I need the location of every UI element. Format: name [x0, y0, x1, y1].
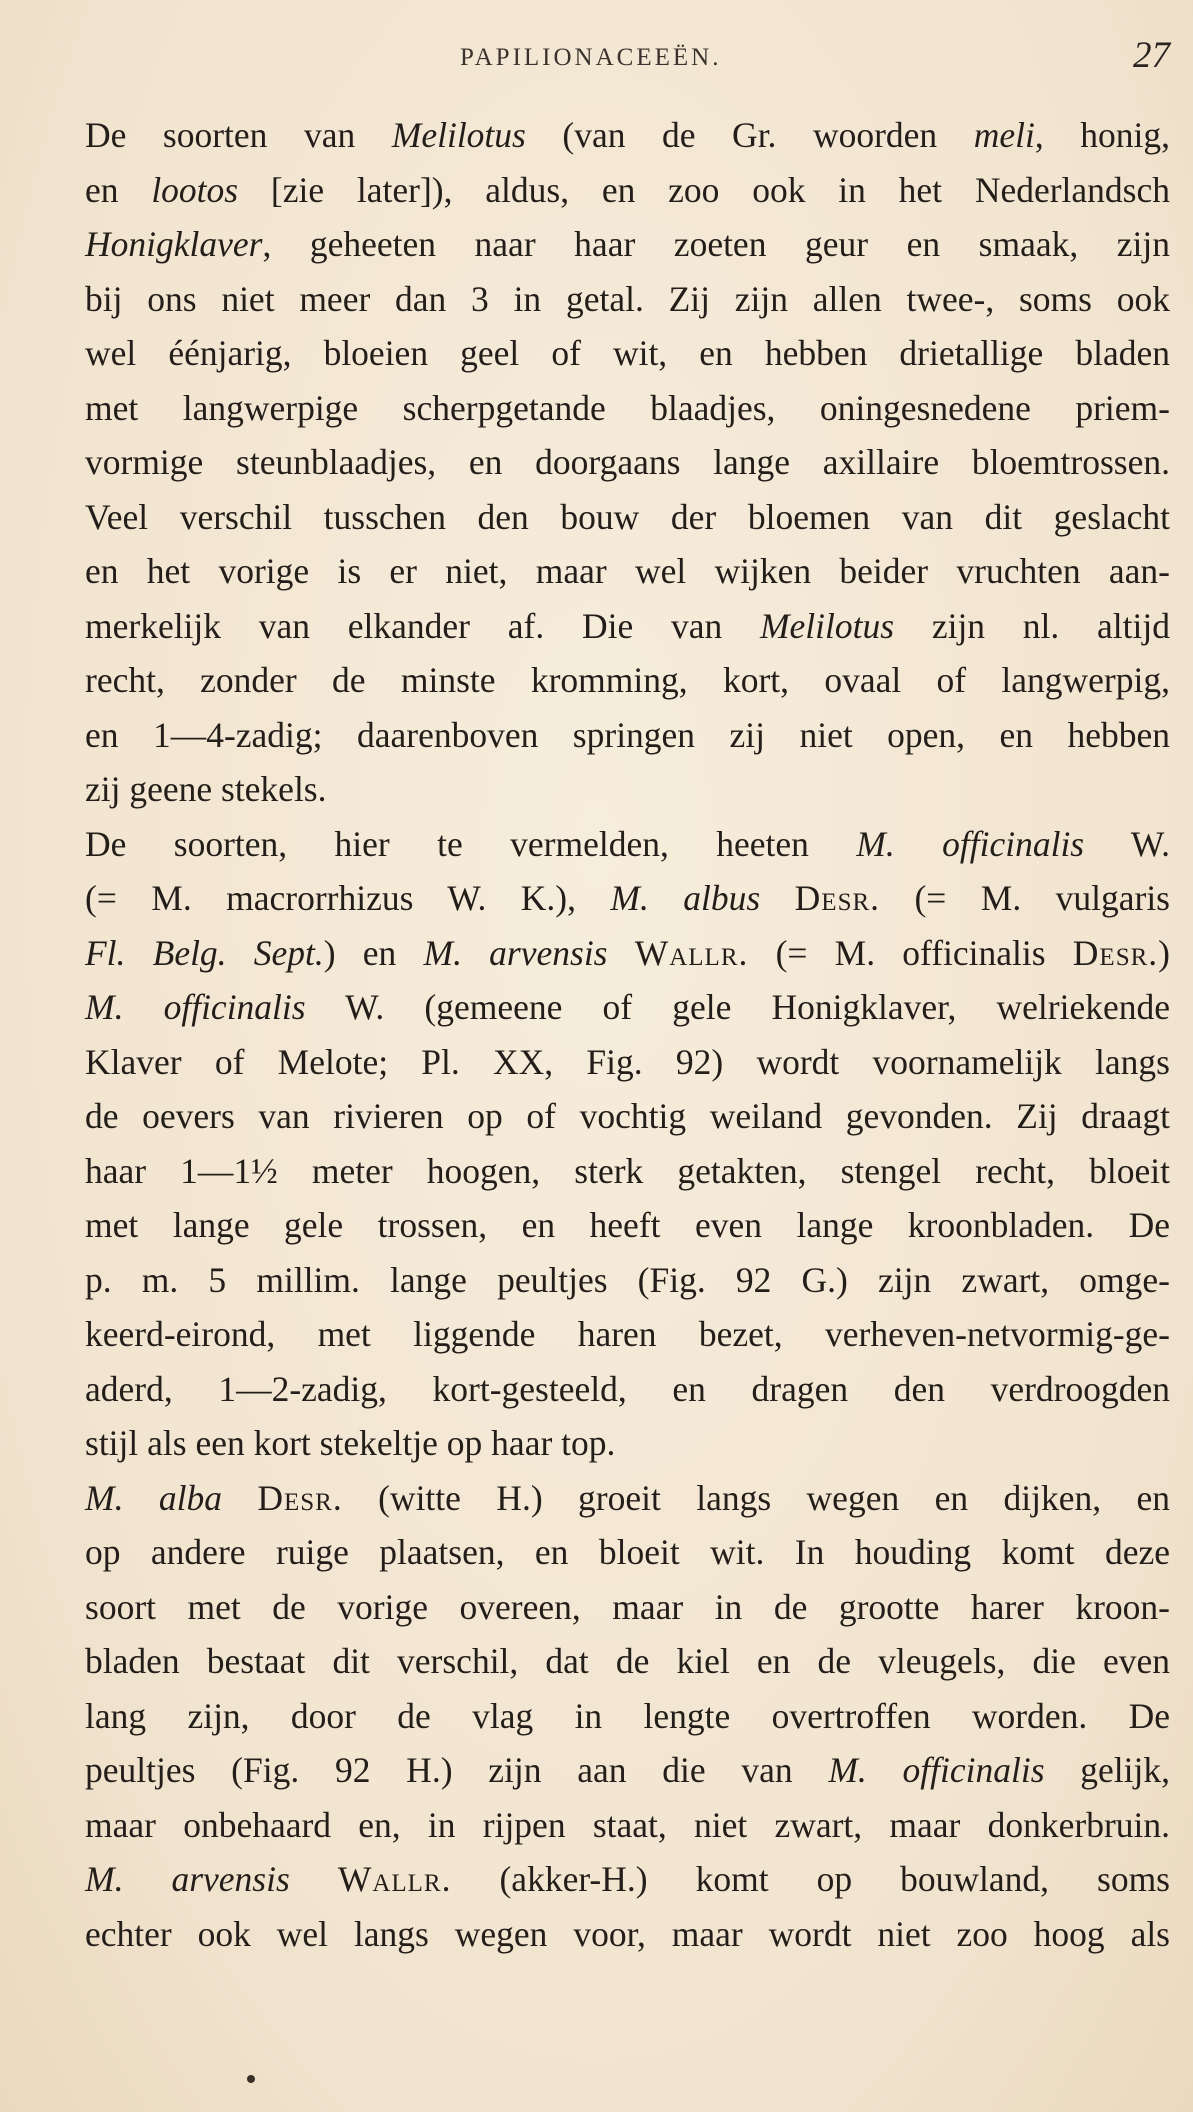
italic-term: Fl. Belg. Sept.: [85, 932, 324, 973]
print-mark: [247, 2075, 255, 2083]
text-line: en het vorige is er niet, maar wel wijken beider vruchten aan-: [85, 551, 1170, 591]
text-line: De soorten, hier te vermelden, heeten M. officinalis W.: [85, 823, 1170, 864]
text-line: Klaver of Melote; Pl. XX, Fig. 92) wordt voornamelijk langs: [85, 1041, 1170, 1082]
text-line: (= M. macrorrhizus W. K.), M. albus Desr. (= M. vulgaris: [85, 878, 1171, 918]
text-line: haar 1—1½ meter hoogen, sterk getakten, stengel recht, bloeit: [85, 1150, 1170, 1191]
italic-term: Honigklaver: [85, 224, 263, 264]
text-line: op andere ruige plaatsen, en bloeit wit. In houding komt deze: [85, 1532, 1170, 1572]
text-line: wel éénjarig, bloeien geel of wit, en hebben drietallige bladen: [85, 333, 1170, 373]
italic-term: M. arvensis: [423, 932, 608, 973]
text-line: maar onbehaard en, in rijpen staat, niet zwart, maar donkerbruin.: [85, 1804, 1170, 1845]
text-line: M. officinalis W. (gemeene of gele Honigklaver, welriekende: [85, 987, 1170, 1027]
page-number: 27: [1133, 35, 1170, 76]
text-line: met langwerpige scherpgetande blaadjes, oningesnedene priem-: [85, 387, 1170, 428]
italic-term: Melilotus: [391, 115, 526, 155]
author-abbrev: Desr.: [1072, 932, 1159, 973]
italic-term: lootos: [151, 169, 239, 210]
text-line: lang zijn, door de vlag in lengte overtroffen worden. De: [85, 1695, 1170, 1736]
body-text: [85, 108, 1170, 1961]
italic-term: M. officinalis: [85, 987, 306, 1027]
italic-term: M. officinalis: [828, 1750, 1045, 1790]
italic-term: Melilotus: [759, 605, 895, 646]
page-header: [85, 34, 1170, 84]
text-line: zij geene stekels.: [85, 769, 327, 809]
text-line: p. m. 5 millim. lange peultjes (Fig. 92 G.) zijn zwart, omge-: [85, 1259, 1170, 1300]
author-abbrev: Desr.: [794, 878, 881, 918]
text-line: keerd-eirond, met liggende haren bezet, verheven-netvormig-ge-: [85, 1314, 1170, 1354]
text-line: de oevers van rivieren op of vochtig weiland gevonden. Zij draagt: [85, 1096, 1170, 1136]
running-head: PAPILIONACEEËN.: [460, 44, 722, 71]
text-line: echter ook wel langs wegen voor, maar wordt niet zoo hoog als: [85, 1913, 1170, 1954]
text-line: bij ons niet meer dan 3 in getal. Zij zijn allen twee-, soms ook: [85, 278, 1170, 319]
text-line: M. alba Desr. (witte H.) groeit langs wegen en dijken, en: [85, 1477, 1170, 1518]
text-line: stijl als een kort stekeltje op haar top.: [85, 1423, 616, 1463]
text-line: peultjes (Fig. 92 H.) zijn aan die van M. officinalis gelijk,: [85, 1750, 1170, 1790]
text-line: Veel verschil tusschen den bouw der bloemen van dit geslacht: [85, 496, 1170, 537]
text-line: met lange gele trossen, en heeft even lange kroonbladen. De: [85, 1205, 1170, 1245]
text-line: en 1—4-zadig; daarenboven springen zij niet open, en hebben: [85, 714, 1170, 755]
author-abbrev: Desr.: [257, 1477, 343, 1518]
italic-term: meli: [973, 115, 1035, 155]
text-line: soort met de vorige overeen, maar in de grootte harer kroon-: [85, 1586, 1170, 1627]
text-line: M. arvensis Wallr. (akker-H.) komt op bouwland, soms: [85, 1859, 1170, 1899]
text-line: vormige steunblaadjes, en doorgaans lange axillaire bloemtrossen.: [85, 442, 1170, 482]
text-line: Honigklaver, geheeten naar haar zoeten geur en smaak, zijn: [85, 224, 1170, 264]
text-line: aderd, 1—2-zadig, kort-gesteeld, en dragen den verdroogden: [85, 1368, 1170, 1409]
italic-term: M. alba: [85, 1477, 222, 1518]
italic-term: M. arvensis: [85, 1859, 290, 1899]
text-line: recht, zonder de minste kromming, kort, ovaal of langwerpig,: [85, 660, 1170, 700]
italic-term: M. officinalis: [856, 823, 1085, 864]
text-line: De soorten van Melilotus (van de Gr. woorden meli, honig,: [85, 115, 1170, 155]
text-line: en lootos [zie later]), aldus, en zoo ook in het Nederlandsch: [85, 169, 1170, 210]
text-line: bladen bestaat dit verschil, dat de kiel en de vleugels, die even: [85, 1641, 1170, 1681]
author-abbrev: Wallr.: [634, 932, 749, 973]
text-line: Fl. Belg. Sept.) en M. arvensis Wallr. (= M. officinalis Desr.): [85, 932, 1170, 973]
author-abbrev: Wallr.: [337, 1859, 452, 1899]
italic-term: M. albus: [610, 878, 761, 918]
text-line: merkelijk van elkander af. Die van Melilotus zijn nl. altijd: [85, 605, 1171, 646]
